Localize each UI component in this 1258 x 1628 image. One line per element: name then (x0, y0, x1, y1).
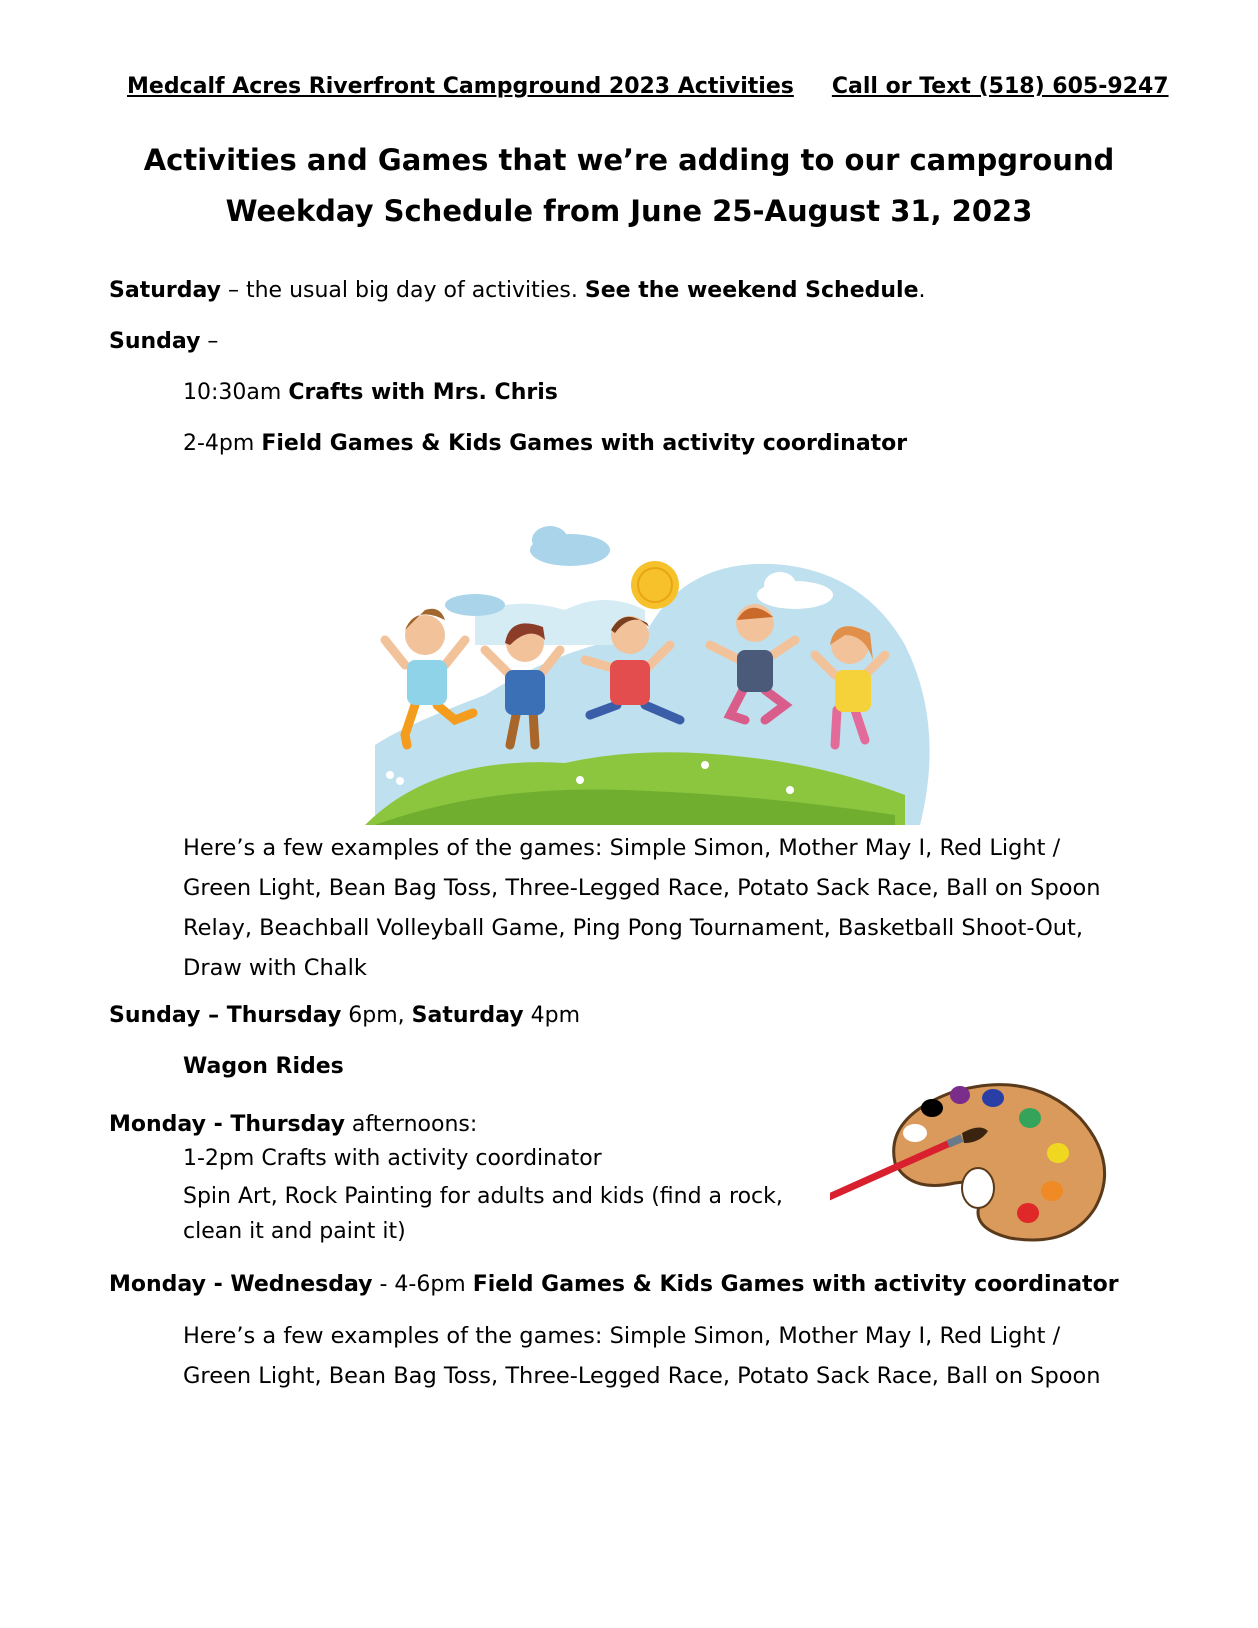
sunday-item2-time: 2-4pm (183, 431, 262, 456)
sunday-item2-activity: Field Games & Kids Games with activity coordinator (261, 431, 908, 456)
wagon-days: Sunday – Thursday (109, 1003, 342, 1028)
sunday-item1-time: 10:30am (183, 380, 289, 405)
wagon-rides-label: Wagon Rides (183, 1054, 344, 1079)
sunday-item-games (183, 429, 907, 459)
mon-wed-line (109, 1270, 1119, 1300)
sunday-dash: – (200, 329, 219, 354)
sunday-item-crafts (183, 378, 558, 408)
header-line (127, 74, 1169, 99)
mon-wed-days: Monday - Wednesday (109, 1272, 373, 1297)
saturday-label: Saturday (109, 278, 221, 303)
weekend-schedule-ref: See the weekend Schedule (584, 278, 919, 303)
sunday-item1-activity: Crafts with Mrs. Chris (288, 380, 558, 405)
paint-palette-illustration (830, 1073, 1120, 1273)
wagon-day2: Saturday (411, 1003, 524, 1028)
mon-thu-line (109, 1110, 477, 1140)
mon-thu-crafts: 1-2pm Crafts with activity coordinator (183, 1146, 602, 1171)
wagon-time2: 4pm (523, 1003, 581, 1028)
sunday-label: Sunday (109, 329, 201, 354)
header-contact: Call or Text (518) 605-9247 (831, 74, 1169, 99)
mon-thu-text: afternoons: (344, 1112, 478, 1137)
wagon-time1: 6pm, (341, 1003, 412, 1028)
mon-wed-activity: Field Games & Kids Games with activity coordinator (472, 1272, 1119, 1297)
wagon-schedule-line (109, 1001, 580, 1031)
page-subtitle: Weekday Schedule from June 25-August 31, 2023 (225, 194, 1033, 228)
saturday-end: . (918, 278, 926, 303)
games-examples-paragraph-2: Here’s a few examples of the games: Simple Simon, Mother May I, Red Light / Green Light, Bean Bag Toss, Three-Legged Race, Potato Sack Race, Ball on Spoon (183, 1323, 1101, 1389)
page-title: Activities and Games that we’re adding to our campground (143, 143, 1115, 177)
header-campground-title: Medcalf Acres Riverfront Campground 2023 Activities (127, 74, 794, 99)
mon-thu-spin-art: Spin Art, Rock Painting for adults and kids (find a rock, clean it and paint it) (183, 1184, 783, 1244)
mon-wed-time: - 4-6pm (372, 1272, 473, 1297)
kids-jumping-illustration (345, 495, 965, 830)
saturday-line (109, 276, 926, 306)
mon-thu-days: Monday - Thursday (109, 1112, 345, 1137)
sunday-line (109, 327, 218, 357)
games-examples-paragraph-1: Here’s a few examples of the games: Simple Simon, Mother May I, Red Light / Green Light, Bean Bag Toss, Three-Legged Race, Potato Sack Race, Ball on Spoon Relay, Beachball Volleyball Game, Ping Pong Tournament, Basketball Shoot-Out, Draw with Chalk (183, 835, 1101, 981)
saturday-text: – the usual big day of activities. (220, 278, 585, 303)
